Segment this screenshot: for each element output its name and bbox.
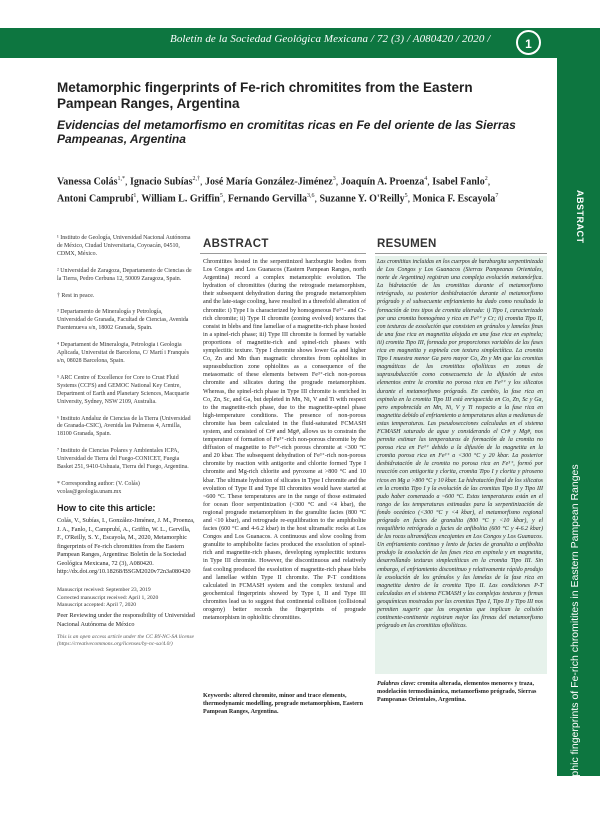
affiliation: ¹ Instituto de Geología, Universidad Nacional Autónoma de México, Ciudad Universitaria, Coyoacán, 04510, CDMX, México. bbox=[57, 235, 191, 257]
abstract-keywords: Keywords: altered chromite, minor and trace elements, thermodynamic modelling, prograde metamorphism, Eastern Pampean Ranges, Argentina. bbox=[203, 693, 364, 716]
resumen-heading: RESUMEN bbox=[377, 238, 437, 250]
affiliations bbox=[57, 235, 192, 506]
journal-title: Boletín de la Sociedad Geológica Mexicana / 72 (3) / A080420 / 2020 / bbox=[170, 33, 491, 45]
journal-header-bar bbox=[0, 28, 600, 58]
affiliation: ² Universidad de Zaragoza, Departamento de Ciencias de la Tierra, Pedro Cerbuna 12, 50009 Zaragoza, Spain. bbox=[57, 267, 192, 282]
page-number: 1 bbox=[516, 30, 541, 55]
article-title: Metamorphic fingerprints of Fe-rich chromitites from the Eastern Pampean Ranges, Argentina bbox=[57, 80, 473, 111]
open-access-note: This is an open access article under the CC BY-NC-SA license (https://creativecommons.org/licenses/by-nc-sa/4.0/) bbox=[57, 634, 194, 648]
peer-review-note: Peer Reviewing under the responsibility of Universidad Nacional Autónoma de México bbox=[57, 612, 195, 628]
abstract-rule bbox=[200, 253, 366, 254]
citation-heading: How to cite this article: bbox=[57, 503, 156, 513]
manuscript-dates: Manuscript received: September 23, 2019 Corrected manuscript received: April 1, 2020 Manuscript accepted: April 7, 2020 bbox=[57, 587, 159, 609]
author-line-1: Vanessa Colás$^{1,*}$, Ignacio Subías$^{2,\dagger}$, José María González-Jiménez$^3$, Joaquín A. Proenza$^4$, Isabel Fanlo$^2$, bbox=[57, 176, 491, 188]
affiliation: † Rest in peace. bbox=[57, 292, 95, 299]
affiliation: ⁶ Instituto Andaluz de Ciencias de la Tierra (Universidad de Granada-CSIC), Avenida las Palmeras 4, Armilla, 18100 Granada, Spain. bbox=[57, 415, 191, 438]
citation-text: Colás, V., Subías, I., González-Jiménez, J. M., Proenza, J. A., Fanlo, I., Camprubí, A., Griffin, W. L., Gervilla, F., O'Reilly, S. Y., Escayola, M., 2020, Metamorphic fingerprints of Fe-rich chromitites from the Eastern Pampean Ranges, Argentina: Boletín de la Sociedad Geológica Mexicana, 72 (3), A080420. http://dx.doi.org/10.18268/BSGM2020v72n3a080420 bbox=[57, 517, 195, 575]
side-abstract-label: ABSTRACT bbox=[575, 190, 585, 244]
side-article-title: Metamorphic fingerprints of Fe-rich chromitites in Eastern Pampean Ranges bbox=[569, 464, 581, 818]
side-bar bbox=[557, 58, 600, 818]
author-list bbox=[57, 172, 547, 207]
affiliation: ⁷ Instituto de Ciencias Polares y Ambientales ICPA, Universidad de Tierra del Fuego-CONICET, Fuegia Basket 251, 9410-Ushuaia, Tierra del Fuego, Argentina. bbox=[57, 448, 189, 471]
resumen-keywords: Palabras clave: cromita alterada, elementos menores y traza, modelación termodinámica, metamorfismo prógrado, Sierras Pampeanas Orientales, Argentina. bbox=[377, 681, 537, 704]
corresponding-author: * Corresponding author: (V. Colás) vcolas@geologia.unam.mx bbox=[57, 480, 140, 495]
abstract-text: Chromitites hosted in the serpentinized harzburgite bodies from Los Congos and Los Guanacos (Eastern Pampean Ranges, north Argentina) record a complex metamorphic evolution. The hydration of chromitites (during the retrograde metamorphism, their subsequent dehydration during the prograde metamorphism and the late-stage cooling, have resulted in a threefold alteration of chromite: i) Type I is characterized by homogeneous Fe³⁺- and Cr-rich chromite; ii) Type II chromite (zoning evolved) textures that consist in blebs and fine lamellae of a magnetite-rich phase hosted in a spinel-rich phase; iii) Type III chromite is formed by variable proportions of magnetite-rich and spinel-rich phases with symplectitic texture. Type I chromite shows lower Ga and higher Co, Zn and Mn than magmatic chromites from ophiolites in suprasubduction zone ophiolites as a consequence of the metasomatic of these elements between Fe³⁺-rich non-porous chromite and silicates during the prograde metamorphism. Whereas, the spinel-rich phase in Type III chromite is enriched in Co, Zn, Sc, and Ga, but depleted in Mn, Ni, V and Ti with respect to the magnetite-rich phase, due to the magnetite-spinel phase high-temperature conditions. The presence of non-porous chromite has been calculated in the fluid-saturated FCMASH system, and consisted of Cr# and Mg#, allows us to constrain the temperature of formation of Fe³⁺-rich non-porous chromite by the diffusion of magnetite to Fe³⁺-rich porous chromite at <300 °C and 20 kbar. The subsequent dehydration of Fe³⁺-rich non-porous chromite by reaction with antigorite and chlorite formed Type I chromite and Mg-rich chlorite and pyroxene at >800 °C and 10 kbar. The ultimate hydration of silicates in Type I chromite and the evolution of Type II and Type III chromites would have started at ~600 °C. These temperatures are in the range of those estimated for ocean floor serpentinization (<300 °C and <4 kbar), the regional prograde metamorphism in the granulite facies (800 °C and <10 kbar), and retrograde re-equilibration to the amphibolite facies (600 °C and 4-6.2 kbar) in the host ultramafic rocks at Los Congos and Los Guanacos. A continuous and slow cooling from granulite to amphibolite facies produced the exsolution of spinel-rich and magnetite-rich phases, developing symplectitic textures in Type III chromite. However, the discontinuous and relatively fast cooling produced the exsolution of magnetite-rich phase blebs and lamellae within Type II chromite. The P-T conditions calculated in FCMASH system and the complex textural and geochemical fingerprints showed by Type I, II and Type III chromites lead us to suggest that continental collision (collisional orogeny) better records the fingerprints of prograde metamorphism in ophiolitic chromitites. bbox=[203, 259, 366, 622]
resumen-text: Las cromititas incluidas en los cuerpos de harzburgita serpentinizada de Los Congos y Los Guanacos (Sierras Pampeanas Orientales, norte de Argentina) registran una compleja evolución metamórfica. La hidratación de las cromititas durante el metamorfismo retrógrado, su posterior deshidratación durante el metamorfismo prógrado y el subsecuente enfriamiento ha dado como resultado la formación de tres tipos de cromita alterada: i) Tipo I, caracterizado por una cromita homogénea y rica en Fe³⁺ y Cr; ii) cromita Tipo II, con texturas de exsolución que consisten en gránulos y lamelas finas de una fase rica en magnetita alojada en una fase rica en espinela; iii) cromita Tipo III, formada por proporciones variables de las fases rica en magnetita y espinela con textura simplectítica. La cromita Tipo I muestra menor Ga pero mayor Co, Zn y Mn que las cromitas magmáticas de las cromititas ofiolíticas en zonas de suprasubducción como consecuencia de la difusión de estos elementos entre la cromita no porosa rica en Fe³⁺ y los silicatos durante el metamorfismo prógrado. En cambio, la fase rica en espinela en la cromita Tipo III está enriquecida en Co, Zn, Sc y Ga, pero empobrecida en Mn, Ni, V y Ti respecto a la fase rica en magnetita debido al enfriamiento a temperaturas altas a medianas de estas temperaturas. Las pseudosecciones calculadas en el sistema FCMASH saturado de agua y considerando el Cr# y Mg#, nos permite estimar las temperaturas de formación de la cromita no porosa rica en Fe³⁺ debido a la difusión de la magnetita en la cromita porosa rica en Fe³⁺ a <300 °C y 20 kbar. La posterior deshidratación de la cromita no porosa rica en Fe³⁺, formó por reacción con antigorita y clorita, cromita Tipo I y clorita y piroxeno ricos en Mg a >800 °C y 10 kbar. La hidratación final de los silicatos en la cromita Tipo I y la evolución de las cromitas Tipo II y Tipo III pudo haber comenzado a ~600 °C. Estas temperaturas están en el rango de las temperaturas estimadas para la serpentinización de fondo oceánico (<300 °C y <4 kbar), el metamorfismo regional prógrado en facies de granulita (800 °C y <10 kbar), y el reequilibrio retrógrado a facies de anfibolita (600 °C y 4-6.2 kbar) de las rocas ultramáficas encajantes en Los Congos y Los Guanacos. Un enfriamiento continuo y lento de facies de granulita a anfibolita produjo la exsolución de las fases rica en espinela y en magnetita, desarrollando texturas simplectíticas en la cromita Tipo III. Sin embargo, el enfriamiento discontinuo y relativamente rápido produjo la exsolución de los gránulos y las lamelas de la fase rica en magnetita dentro de la cromita Tipo II. Las condiciones P-T calculadas en el sistema FCMASH y las complejas texturas y firmas geoquímicas mostradas por las cromitas Tipo I, Tipo II y Tipo III nos permiten sugerir que las orogenias que implican la colisión continente-continente registran mejor las firmas del metamorfismo prógrado en las cromititas ofiolíticas. bbox=[377, 259, 543, 630]
affiliation: ⁴ Departament de Mineralogia, Petrologia i Geologia Aplicada, Universitat de Barcelona, C/ Martí i Franquès s/n, 08028 Barcelona, Spain. bbox=[57, 342, 190, 364]
article-subtitle: Evidencias del metamorfismo en cromititas ricas en Fe del oriente de las Sierras Pampeanas, Argentina bbox=[57, 118, 516, 146]
affiliation: ³ Departamento de Mineralogía y Petrología, Universidad de Granada, Facultad de Ciencias, Avenida Fuentenueva s/n, 18002 Granada, Spain. bbox=[57, 309, 189, 332]
abstract-heading: ABSTRACT bbox=[203, 238, 269, 250]
affiliation: ⁵ ARC Centre of Excellence for Core to Crust Fluid Systems (CCFS) and GEMOC National Key Centre, Department of Earth and Planetary Sciences, Macquarie University, Sydney, NSW 2109, Australia. bbox=[57, 374, 190, 405]
author-line-2: Antoni Camprubí$^1$, William L. Griffin$^5$, Fernando Gervilla$^{3,6}$, Suzanne Y. O'Reilly$^5$, Monica F. Escayola$^7$ bbox=[57, 193, 499, 205]
resumen-rule bbox=[375, 253, 547, 254]
